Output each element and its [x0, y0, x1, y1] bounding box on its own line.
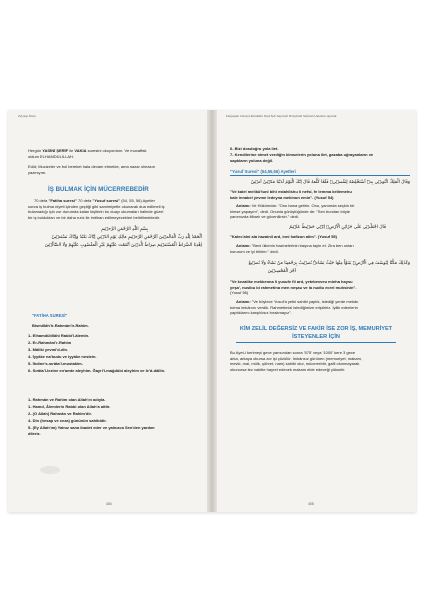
translit-56: (Yusuf 56): [230, 290, 249, 295]
body-line: arka, arkaya okursa zor işi çözülür. İmkânsız görünen (memuriyet, makam,: [230, 355, 363, 361]
body-line: bir iş buldukları ve bir daha rızık ile imtihan edilmeyecekleri belirtilmektedir.: [28, 214, 161, 220]
list-item: sapkların yoluna değil.: [230, 158, 274, 163]
meaning-55: Anlamı: "Beni ülkenin hazinelerinin başına tayin et. Zira ben onları: [236, 243, 354, 248]
translit-line: 3- Mâliki yevmi'd-dîn.: [28, 347, 69, 352]
meaning-56: Anlamı: "Ve böylece Yusuf'a yetki sahibi yaptık, istediği yerde mekân: [236, 299, 359, 304]
section-heading: KİM ZELİL DEĞERSİZ VE FAKİR İSE ZOR İŞ, MEMURİYET: [239, 326, 393, 332]
intro-line: Edid; Mucizeler ve bol bereket hala devam etmekte, ama nazar olmasın: [28, 164, 155, 169]
translit-line: 2- Er-Rahmâni'r-Rahîm: [28, 340, 72, 345]
meaning-line: 5- (Ey Allah'ım) Yalnız sana ibadet eder ve yalnızca Sen'den yardım: [28, 425, 155, 430]
left-page: [8, 110, 208, 512]
translit-56: yeşa', nusibu bi rahmetina men neşau ve la nudiu ecrel muhsinin".: [230, 284, 357, 290]
body-line: sonra iş bulma niyeti içinden geçtiği gibi samimiyetle okunarak dua edilmeli iş: [28, 203, 165, 209]
body-line: bulamadığı için zor durumda kalan kişilerin bu duayı okumaları halinde güzel: [28, 209, 164, 214]
meaning-55: korurum ve iyi bilirim." dedi.: [230, 248, 279, 254]
translit-line: 1- Elhamdülillâhi Rabbi'l-âlemîn.: [28, 333, 90, 338]
meaning-56: tutma imkânını verdik. Rahmetimizi istediğimize eriştiririz. İyilik edenlerin: [230, 304, 358, 310]
meaning-line: 4- Din (hesap ve ceza) gününün sahibidir.: [28, 418, 107, 423]
meaning-54: yanımızda itibarlı ve güvenilirsin." dedi.: [230, 214, 300, 219]
arabic-basmala: بِسْمِ اللّٰهِ الرَّحْمٰنِ الرَّح۪يمِ: [101, 227, 148, 232]
translit-line: 5- İhdine's-sırâta'l-mustakîm.: [28, 361, 83, 366]
arabic-verse-56: وَكَذٰلِكَ مَكَّنَّا لِيُوسُفَ فِي الْاَرْضِۚ يَتَبَوَّاُ مِنْهَا حَيْثُ يَشَٓاءُۜ نُص۪يبُ بِرَحْمَتِنَا مَنْ نَشَٓاءُ وَلَا نُض۪يعُ: [248, 261, 410, 266]
body-line: Bu Ayet-i kerimeyi gece yarısından sonra '575' veya '1000' kere 3 gece: [230, 350, 356, 355]
intro-line: oldum ELHAMDÜLİLLAH.: [28, 153, 75, 159]
arabic-verse-55: قَالَ اجْعَلْن۪ي عَلٰى خَزَٓائِنِ الْاَرْضِۚ اِنّ۪ي حَف۪يظٌ عَل۪يمٌ: [289, 225, 386, 230]
translit-55: "Kalec'alni ala hazainil ard, inni hafizun alim". (Yusuf 55): [230, 234, 337, 239]
translit-line: 4- İyyâke na'budu ve iyyâke nestein.: [28, 354, 97, 359]
meaning-56: yaptıklarını karşılıksız bırakmayız".: [230, 310, 292, 315]
open-book: [8, 110, 416, 512]
list-item: 7- Kendilerine nimet verdiğin kimselerin yoluna ilet, gazaba uğrayanların ve: [230, 152, 374, 157]
meaning-line: 2- (O Allah) Rahmân ve Rahîm'dir.: [28, 411, 92, 416]
translit-54: kale innakel yevme ledeyna mekinun emin". (Yusuf 54): [230, 194, 334, 200]
intro-line: yazmıyım.: [28, 169, 47, 175]
arabic-verse: اَلْحَمْدُ لِلّٰهِ رَبِّ الْعَالَم۪ينَ اَلرَّحْمٰنِ الرَّح۪يمِ مَالِكِ يَوْمِ الدّ۪ينِ اِيَّاكَ نَعْبُدُ وَاِيَّاكَ نَسْتَع۪ينُ: [51, 235, 202, 240]
heading-underline: [230, 175, 410, 176]
section-heading: İSTEYENLER İÇİN: [292, 334, 340, 340]
arabic-verse-56: اَجْرَ الْمُحْسِن۪ينَ: [267, 269, 296, 274]
fatiha-heading: "FATİHA SURESİ": [32, 313, 68, 318]
section-heading: İŞ BULMAK İÇİN MÜCERREBEDİR: [48, 186, 149, 193]
right-page: [216, 110, 416, 512]
page-number-right: 405: [308, 502, 314, 506]
meaning-line: dileriz.: [28, 431, 41, 436]
body-line: okunursa tez vakitte hayret edecek makam elde edeceği yükselir.: [230, 366, 346, 372]
translit-line: 6- Sırâta'l-lezîne en'amte aleyhim. Ğayri'l-mağdûbi aleyhim ve le'd-dâllîn.: [28, 368, 166, 373]
meaning-54: Anlamı: Ve Hükümdar: "Onu bana getirin. Onu, yanımda seçkin bir: [236, 203, 355, 208]
running-head-left: Zeynep İlcan: [18, 114, 36, 118]
heading-underline: [236, 342, 396, 343]
translit-56: "Ve kezalike mekkenna li yusufe fil ard, yetebevveu minha haysu: [230, 279, 353, 284]
body-line: mevki, mal, mülk, şöhret, nam) sahibi olur, mücerrebtir, gafil olunmayarak: [230, 361, 360, 366]
arabic-verse-54: وَقَالَ الْمَلِكُ ائْتُون۪ي بِه۪ٓ اَسْتَخْلِصْهُ لِنَفْس۪يۚ فَلَمَّا كَلَّمَهُ قَالَ اِنَّكَ الْيَوْمَ لَدَيْنَا مَك۪ينٌ اَم۪ينٌ: [250, 180, 410, 185]
meaning-line: 1- Rahmân ve Rahîm olan Allah'ın adıyla.: [28, 397, 106, 402]
body-line: 70 defa "Fatiha suresi" 70 defa "Yusuf suresi" (54, 55, 56) Ayetler: [34, 198, 155, 203]
meaning-line: 1- Hamd, Âlemlerin Rabbi olan Allah'a aittir.: [28, 404, 111, 409]
page-number-left: 404: [106, 502, 112, 506]
list-item: 6- Bizi dosdoğru yola ilet.: [230, 146, 279, 151]
running-head-right: Doğuştan Güneşi Kendilim Veyd İşle Sayemiz Verişimizi Sefaretsi Anastın Açarak: [226, 114, 337, 118]
page-smudge: [40, 466, 60, 474]
arabic-verse: اِهْدِنَا الصِّرَاطَ الْمُسْتَق۪يمَ صِرَاطَ الَّذ۪ينَ اَنْعَمْتَ عَلَيْهِمْ غَيْرِ الْمَغْضُوبِ عَلَيْهِمْ وَلَا الضَّٓالّ۪ينَ: [44, 243, 202, 248]
yusuf-heading: "Yusuf Suresi" (54,55,56) Ayetleri: [230, 169, 296, 174]
translit-54: "Ve kalel melikü'tunî bihî estahlishu li nefsî, fe lemma kellemehu: [230, 189, 352, 194]
translit-line: Bismillâh'ir-Rahmân'ir-Rahîm.: [32, 323, 89, 328]
intro-line: Hergün YASİNİ ŞERİF ile VAKIA suresini okuyordum. Ve muvaffak: [28, 148, 147, 153]
meaning-54: kimse yapayım", dedi. Onunla görüştüğünde de: "Sen bundan böyle: [230, 208, 351, 214]
